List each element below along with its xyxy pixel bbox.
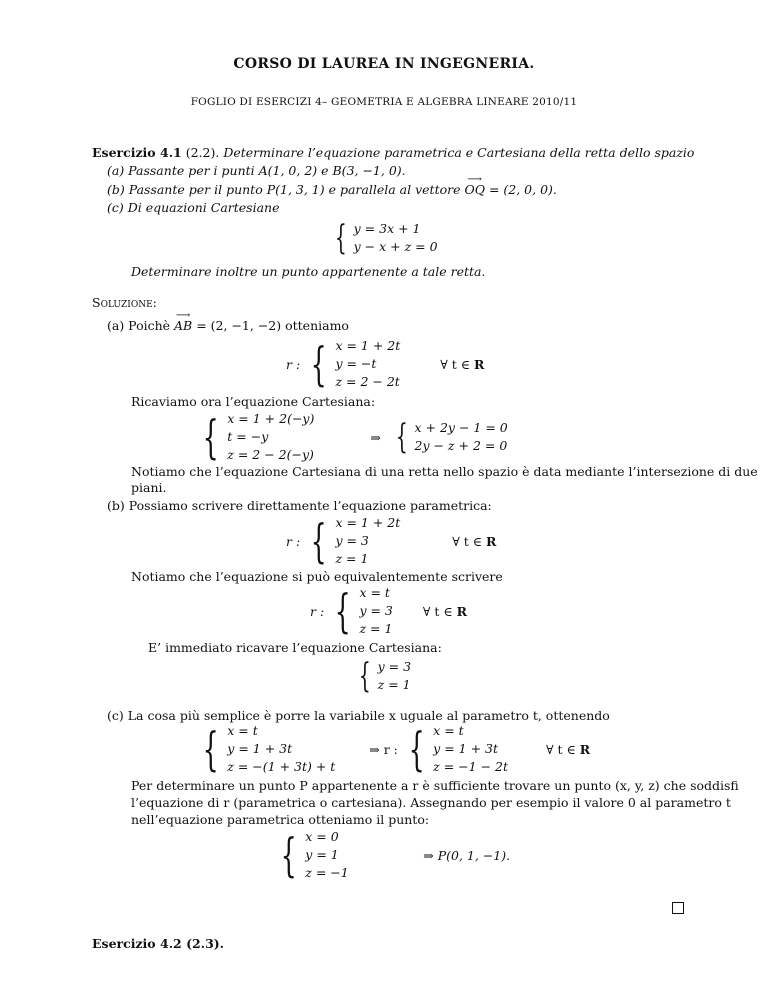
system-a-parametric bbox=[286, 337, 484, 391]
eq-row: y = 1 + 3t bbox=[227, 741, 293, 756]
left-brace: { bbox=[395, 417, 408, 457]
left-brace: { bbox=[310, 337, 327, 391]
system-b-simplified bbox=[310, 584, 467, 638]
item-b-post: = (2, 0, 0). bbox=[484, 182, 557, 197]
forall-text: ∀ t ∈ bbox=[440, 356, 475, 372]
solution-b-intro: (b) Possiamo scrivere direttamente l’equazione parametrica: bbox=[107, 498, 492, 513]
note-a-line2: piani. bbox=[131, 480, 167, 495]
item-c: (c) Di equazioni Cartesiane bbox=[107, 200, 280, 215]
solution-a-post: = (2, −1, −2) otteniamo bbox=[192, 318, 349, 333]
left-brace: { bbox=[334, 218, 347, 258]
solution-label: Soluzione: bbox=[92, 295, 157, 310]
eq-row: y = 3 bbox=[335, 533, 369, 548]
item-a: (a) Passante per i punti A(1, 0, 2) e B(3, −1, 0). bbox=[107, 163, 406, 178]
reals-symbol: R bbox=[579, 741, 591, 757]
eq-row: y = 3 bbox=[377, 659, 412, 674]
eq-row: y = 3 bbox=[359, 603, 393, 618]
note-a-line1: Notiamo che l’equazione Cartesiana di una retta nello spazio è data mediante l’intersezione di due bbox=[131, 464, 758, 479]
reals-symbol: R bbox=[486, 533, 497, 549]
eq-row: x + 2y − 1 = 0 bbox=[414, 420, 508, 435]
cartesian-b-intro: E’ immediato ricavare l’equazione Cartesiana: bbox=[148, 640, 442, 655]
note-b: Notiamo che l’equazione si può equivalentemente scrivere bbox=[131, 569, 503, 584]
system-b-cartesian bbox=[354, 658, 411, 694]
solution-a-intro bbox=[107, 318, 349, 334]
item-b-text: (b) Passante per il punto P(1, 3, 1) e parallela al vettore bbox=[107, 182, 465, 197]
system-c-cartesian bbox=[330, 220, 438, 256]
eq-row: 2y − z + 2 = 0 bbox=[414, 438, 508, 453]
eq-row: z = 2 − 2(−y) bbox=[227, 447, 314, 462]
eq-row: y = −t bbox=[335, 356, 377, 371]
left-brace: { bbox=[334, 584, 351, 638]
vector-ab: ⟶ AB bbox=[174, 318, 192, 334]
solution-c-para1: Per determinare un punto P appartenente a r è sufficiente trovare un punto (x, y, z) che soddisfi bbox=[131, 778, 739, 793]
left-brace: { bbox=[280, 828, 297, 882]
forall-text: ∀ t ∈ bbox=[452, 533, 487, 549]
r-label: r : bbox=[286, 533, 301, 549]
left-brace: { bbox=[202, 410, 219, 464]
left-brace: { bbox=[310, 514, 327, 568]
vector-oq: ⟶ OQ bbox=[464, 182, 485, 198]
forall-text: ∀ t ∈ bbox=[422, 603, 457, 619]
eq-row: y = 1 + 3t bbox=[433, 741, 499, 756]
eq-row: z = 2 − 2t bbox=[335, 374, 400, 389]
left-brace: { bbox=[202, 722, 219, 776]
eq-row: z = −1 − 2t bbox=[433, 759, 509, 774]
exercise-ref: (2.3). bbox=[181, 936, 225, 951]
eq-row: y = 3x + 1 bbox=[353, 221, 421, 236]
eq-row: y = 1 bbox=[305, 847, 339, 862]
eq-row: z = −(1 + 3t) + t bbox=[227, 759, 336, 774]
system-a-substitution bbox=[196, 410, 508, 464]
solution-a-text: (a) Poichè bbox=[107, 318, 175, 333]
qed-square-icon bbox=[672, 902, 684, 914]
eq-row: y − x + z = 0 bbox=[353, 239, 438, 254]
forall-t bbox=[423, 604, 467, 619]
item-b bbox=[107, 182, 557, 198]
system-c-point bbox=[274, 828, 510, 882]
document-subtitle: FOGLIO DI ESERCIZI 4– GEOMETRIA E ALGEBRA LINEARE 2010/11 bbox=[190, 96, 578, 108]
r-label: r : bbox=[310, 603, 325, 619]
cartesian-intro: Ricaviamo ora l’equazione Cartesiana: bbox=[131, 394, 376, 409]
forall-t bbox=[546, 742, 590, 757]
implies-arrow: ⇒ bbox=[370, 429, 381, 445]
reals-symbol: R bbox=[474, 356, 485, 372]
eq-row: z = 1 bbox=[359, 621, 393, 636]
system-b-parametric bbox=[286, 514, 496, 568]
eq-row: z = −1 bbox=[305, 865, 349, 880]
r-label: r : bbox=[286, 356, 301, 372]
left-brace: { bbox=[408, 722, 425, 776]
solution-c-intro: (c) La cosa più semplice è porre la variabile x uguale al parametro t, ottenendo bbox=[107, 708, 610, 723]
exercise-4-1-heading bbox=[92, 145, 694, 161]
solution-c-para2: l’equazione di r (parametrica o cartesiana). Assegnando per esempio il valore 0 al parametro t bbox=[131, 795, 731, 810]
exercise-label: Esercizio 4.1 bbox=[92, 145, 182, 160]
solution-c-para3: nell’equazione parametrica otteniamo il punto: bbox=[131, 812, 430, 827]
eq-row: t = −y bbox=[227, 429, 269, 444]
system-c-derivation bbox=[196, 722, 590, 776]
forall-text: ∀ t ∈ bbox=[546, 741, 580, 757]
forall-t bbox=[452, 534, 496, 549]
left-brace: { bbox=[358, 656, 371, 696]
eq-row: x = 0 bbox=[305, 829, 339, 844]
eq-row: x = 1 + 2(−y) bbox=[227, 411, 315, 426]
forall-t bbox=[440, 357, 484, 372]
eq-row: x = 1 + 2t bbox=[335, 338, 401, 353]
document-title: CORSO DI LAUREA IN INGEGNERIA. bbox=[233, 56, 535, 72]
exercise-label: Esercizio 4.2 bbox=[92, 936, 182, 951]
exercise-statement: Determinare l’equazione parametrica e Cartesiana della retta dello spazio bbox=[219, 145, 695, 160]
exercise-ref: (2.2). bbox=[181, 145, 220, 160]
eq-row: x = t bbox=[227, 723, 258, 738]
eq-row: x = 1 + 2t bbox=[335, 515, 401, 530]
implies-r: ⇒ r : bbox=[369, 741, 398, 757]
eq-row: z = 1 bbox=[335, 551, 369, 566]
eq-row: z = 1 bbox=[377, 677, 411, 692]
point-question: Determinare inoltre un punto appartenente a tale retta. bbox=[131, 264, 486, 279]
point-result: ⇒ P(0, 1, −1). bbox=[423, 847, 511, 863]
eq-row: x = t bbox=[433, 723, 464, 738]
exercise-4-2-heading bbox=[92, 936, 224, 952]
reals-symbol: R bbox=[456, 603, 468, 619]
eq-row: x = t bbox=[359, 585, 390, 600]
